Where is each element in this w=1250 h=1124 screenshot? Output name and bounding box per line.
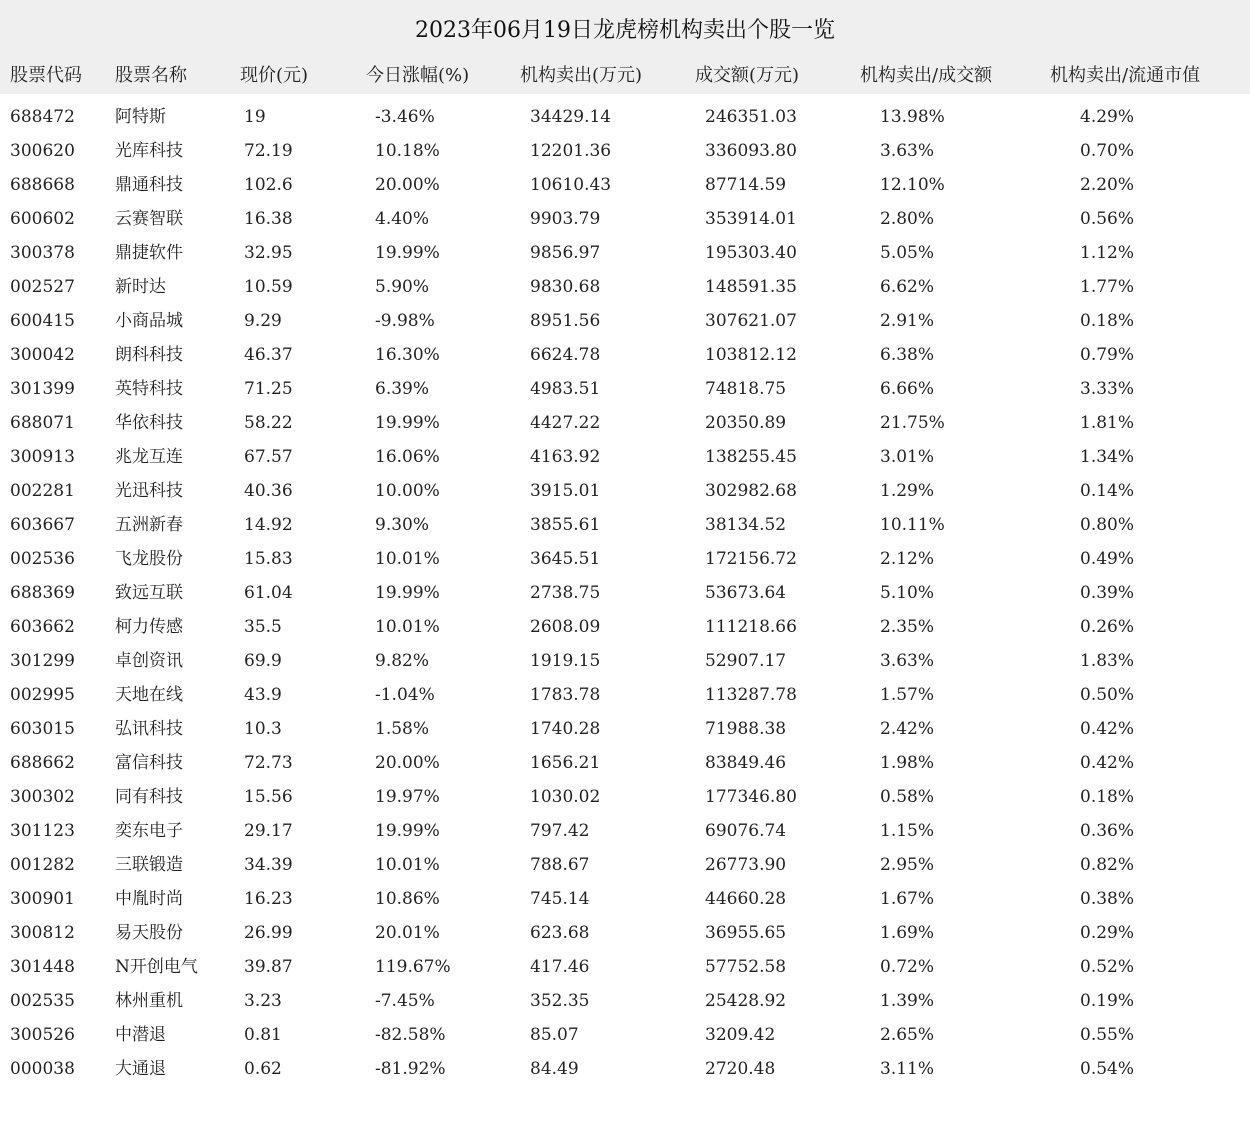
cell-price: 58.22 — [244, 413, 293, 433]
cell-stock-name: 天地在线 — [115, 685, 183, 705]
cell-price: 46.37 — [244, 345, 293, 365]
cell-change: 10.18% — [375, 141, 440, 161]
cell-stock-name: 光库科技 — [115, 141, 183, 161]
cell-stock-name: 英特科技 — [115, 379, 183, 399]
cell-change: 119.67% — [375, 957, 451, 977]
cell-stock-name: 鼎通科技 — [115, 175, 183, 195]
cell-sell-turnover-ratio: 3.01% — [880, 447, 935, 467]
cell-sell-turnover-ratio: 1.15% — [880, 821, 935, 841]
cell-change: -9.98% — [375, 311, 435, 331]
cell-change: 16.06% — [375, 447, 440, 467]
cell-stock-name: 阿特斯 — [115, 107, 166, 127]
cell-sell-turnover-ratio: 2.35% — [880, 617, 935, 637]
cell-price: 72.19 — [244, 141, 293, 161]
table-row — [0, 678, 1250, 712]
table-row — [0, 202, 1250, 236]
cell-turnover: 26773.90 — [705, 855, 787, 875]
cell-sell-turnover-ratio: 0.72% — [880, 957, 935, 977]
cell-stock-name: 林州重机 — [115, 991, 183, 1011]
cell-turnover: 71988.38 — [705, 719, 787, 739]
cell-price: 0.62 — [244, 1059, 282, 1079]
cell-change: -1.04% — [375, 685, 435, 705]
table-row — [0, 1052, 1250, 1086]
cell-sell-float-ratio: 0.49% — [1080, 549, 1135, 569]
cell-inst-sell: 12201.36 — [530, 141, 612, 161]
cell-change: 5.90% — [375, 277, 430, 297]
cell-price: 39.87 — [244, 957, 293, 977]
table-row — [0, 950, 1250, 984]
page-title: 2023年06月19日龙虎榜机构卖出个股一览 — [415, 18, 835, 43]
cell-change: 1.58% — [375, 719, 430, 739]
cell-price: 34.39 — [244, 855, 293, 875]
table-row — [0, 746, 1250, 780]
cell-stock-name: 富信科技 — [115, 753, 183, 773]
cell-price: 40.36 — [244, 481, 293, 501]
cell-inst-sell: 9856.97 — [530, 243, 601, 263]
column-header-price: 现价(元) — [240, 65, 309, 86]
cell-turnover: 246351.03 — [705, 107, 797, 127]
cell-stock-code: 688662 — [10, 753, 75, 773]
cell-inst-sell: 3915.01 — [530, 481, 601, 501]
cell-price: 35.5 — [244, 617, 282, 637]
cell-price: 10.3 — [244, 719, 282, 739]
table-row — [0, 848, 1250, 882]
cell-stock-name: 致远互联 — [115, 583, 183, 603]
cell-price: 15.56 — [244, 787, 293, 807]
cell-inst-sell: 1656.21 — [530, 753, 601, 773]
cell-sell-turnover-ratio: 1.98% — [880, 753, 935, 773]
cell-stock-name: 光迅科技 — [115, 481, 183, 501]
cell-inst-sell: 8951.56 — [530, 311, 601, 331]
cell-stock-name: 兆龙互连 — [115, 447, 183, 467]
cell-stock-name: N开创电气 — [115, 957, 198, 977]
cell-stock-code: 603667 — [10, 515, 75, 535]
cell-inst-sell: 4983.51 — [530, 379, 601, 399]
table-row — [0, 100, 1250, 134]
cell-turnover: 172156.72 — [705, 549, 797, 569]
table-row — [0, 406, 1250, 440]
cell-inst-sell: 84.49 — [530, 1059, 579, 1079]
cell-turnover: 336093.80 — [705, 141, 797, 161]
cell-inst-sell: 4427.22 — [530, 413, 601, 433]
cell-inst-sell: 797.42 — [530, 821, 590, 841]
cell-turnover: 38134.52 — [705, 515, 787, 535]
cell-turnover: 302982.68 — [705, 481, 797, 501]
cell-stock-code: 300042 — [10, 345, 75, 365]
cell-stock-name: 五洲新春 — [115, 515, 183, 535]
cell-sell-float-ratio: 0.55% — [1080, 1025, 1135, 1045]
cell-sell-float-ratio: 1.34% — [1080, 447, 1135, 467]
cell-stock-code: 600602 — [10, 209, 75, 229]
cell-sell-float-ratio: 0.42% — [1080, 719, 1135, 739]
cell-price: 14.92 — [244, 515, 293, 535]
cell-inst-sell: 1783.78 — [530, 685, 601, 705]
cell-stock-code: 300812 — [10, 923, 75, 943]
cell-turnover: 44660.28 — [705, 889, 787, 909]
cell-inst-sell: 34429.14 — [530, 107, 612, 127]
cell-stock-code: 001282 — [10, 855, 75, 875]
cell-change: -3.46% — [375, 107, 435, 127]
cell-stock-name: 易天股份 — [115, 923, 183, 943]
cell-price: 67.57 — [244, 447, 293, 467]
table-body — [0, 100, 1250, 1086]
column-header-sell-float-ratio: 机构卖出/流通市值 — [1050, 65, 1201, 86]
cell-stock-name: 三联锻造 — [115, 855, 183, 875]
cell-sell-turnover-ratio: 2.42% — [880, 719, 935, 739]
cell-stock-name: 朗科科技 — [115, 345, 183, 365]
cell-stock-name: 奕东电子 — [115, 821, 183, 841]
cell-stock-code: 301448 — [10, 957, 75, 977]
table-row — [0, 644, 1250, 678]
cell-inst-sell: 3645.51 — [530, 549, 601, 569]
cell-change: 10.00% — [375, 481, 440, 501]
cell-inst-sell: 4163.92 — [530, 447, 601, 467]
table-row — [0, 134, 1250, 168]
cell-price: 29.17 — [244, 821, 293, 841]
cell-stock-code: 301299 — [10, 651, 75, 671]
cell-sell-turnover-ratio: 1.39% — [880, 991, 935, 1011]
cell-sell-float-ratio: 1.12% — [1080, 243, 1135, 263]
cell-turnover: 113287.78 — [705, 685, 797, 705]
cell-inst-sell: 417.46 — [530, 957, 590, 977]
cell-turnover: 103812.12 — [705, 345, 797, 365]
cell-sell-float-ratio: 0.38% — [1080, 889, 1135, 909]
cell-sell-float-ratio: 0.42% — [1080, 753, 1135, 773]
cell-change: 10.01% — [375, 549, 440, 569]
cell-change: 19.99% — [375, 583, 440, 603]
cell-price: 26.99 — [244, 923, 293, 943]
cell-sell-turnover-ratio: 3.63% — [880, 651, 935, 671]
cell-change: 4.40% — [375, 209, 430, 229]
cell-inst-sell: 745.14 — [530, 889, 590, 909]
cell-turnover: 36955.65 — [705, 923, 787, 943]
cell-stock-code: 000038 — [10, 1059, 75, 1079]
cell-price: 3.23 — [244, 991, 282, 1011]
cell-sell-turnover-ratio: 3.11% — [880, 1059, 935, 1079]
cell-turnover: 52907.17 — [705, 651, 787, 671]
cell-sell-float-ratio: 1.77% — [1080, 277, 1135, 297]
cell-sell-turnover-ratio: 2.91% — [880, 311, 935, 331]
cell-stock-code: 300526 — [10, 1025, 75, 1045]
cell-sell-turnover-ratio: 21.75% — [880, 413, 945, 433]
cell-stock-code: 300901 — [10, 889, 75, 909]
table-row — [0, 270, 1250, 304]
cell-inst-sell: 9830.68 — [530, 277, 601, 297]
cell-stock-name: 小商品城 — [115, 311, 183, 331]
cell-stock-code: 600415 — [10, 311, 75, 331]
cell-change: 19.99% — [375, 413, 440, 433]
cell-change: 9.30% — [375, 515, 430, 535]
cell-sell-float-ratio: 0.36% — [1080, 821, 1135, 841]
cell-inst-sell: 788.67 — [530, 855, 590, 875]
table-row — [0, 168, 1250, 202]
cell-turnover: 177346.80 — [705, 787, 797, 807]
cell-inst-sell: 9903.79 — [530, 209, 601, 229]
table-row — [0, 542, 1250, 576]
table-row — [0, 984, 1250, 1018]
cell-turnover: 138255.45 — [705, 447, 797, 467]
cell-inst-sell: 1919.15 — [530, 651, 601, 671]
cell-turnover: 111218.66 — [705, 617, 797, 637]
cell-stock-code: 688472 — [10, 107, 75, 127]
cell-sell-turnover-ratio: 3.63% — [880, 141, 935, 161]
cell-sell-turnover-ratio: 12.10% — [880, 175, 945, 195]
column-header-turnover: 成交额(万元) — [695, 65, 800, 86]
cell-sell-turnover-ratio: 0.58% — [880, 787, 935, 807]
cell-turnover: 2720.48 — [705, 1059, 776, 1079]
cell-inst-sell: 6624.78 — [530, 345, 601, 365]
cell-stock-name: 鼎捷软件 — [115, 243, 183, 263]
cell-stock-name: 柯力传感 — [115, 617, 183, 637]
cell-stock-code: 688369 — [10, 583, 75, 603]
table-row — [0, 916, 1250, 950]
cell-price: 32.95 — [244, 243, 293, 263]
table-row — [0, 236, 1250, 270]
cell-sell-float-ratio: 0.52% — [1080, 957, 1135, 977]
cell-sell-float-ratio: 2.20% — [1080, 175, 1135, 195]
cell-price: 19 — [244, 107, 266, 127]
cell-change: 20.00% — [375, 753, 440, 773]
cell-inst-sell: 2608.09 — [530, 617, 601, 637]
cell-sell-float-ratio: 0.70% — [1080, 141, 1135, 161]
cell-price: 9.29 — [244, 311, 282, 331]
cell-sell-float-ratio: 0.14% — [1080, 481, 1135, 501]
cell-sell-turnover-ratio: 6.38% — [880, 345, 935, 365]
cell-inst-sell: 623.68 — [530, 923, 590, 943]
cell-stock-name: 弘讯科技 — [115, 719, 183, 739]
cell-turnover: 87714.59 — [705, 175, 787, 195]
cell-change: 6.39% — [375, 379, 430, 399]
cell-turnover: 148591.35 — [705, 277, 797, 297]
cell-price: 71.25 — [244, 379, 293, 399]
cell-stock-code: 301123 — [10, 821, 75, 841]
cell-sell-turnover-ratio: 2.95% — [880, 855, 935, 875]
cell-turnover: 20350.89 — [705, 413, 787, 433]
table-row — [0, 508, 1250, 542]
cell-inst-sell: 85.07 — [530, 1025, 579, 1045]
cell-inst-sell: 2738.75 — [530, 583, 601, 603]
cell-sell-turnover-ratio: 1.57% — [880, 685, 935, 705]
cell-change: 10.86% — [375, 889, 440, 909]
cell-stock-code: 002536 — [10, 549, 75, 569]
cell-stock-code: 603015 — [10, 719, 75, 739]
cell-stock-name: 中潜退 — [115, 1025, 166, 1045]
cell-sell-turnover-ratio: 2.65% — [880, 1025, 935, 1045]
cell-sell-turnover-ratio: 1.29% — [880, 481, 935, 501]
cell-stock-code: 603662 — [10, 617, 75, 637]
cell-change: 10.01% — [375, 617, 440, 637]
cell-change: 20.01% — [375, 923, 440, 943]
cell-sell-float-ratio: 4.29% — [1080, 107, 1135, 127]
table-row — [0, 576, 1250, 610]
cell-stock-name: 大通退 — [115, 1059, 166, 1079]
table-row — [0, 882, 1250, 916]
cell-sell-float-ratio: 0.54% — [1080, 1059, 1135, 1079]
cell-sell-turnover-ratio: 5.05% — [880, 243, 935, 263]
cell-sell-turnover-ratio: 13.98% — [880, 107, 945, 127]
cell-sell-turnover-ratio: 6.66% — [880, 379, 935, 399]
cell-price: 16.38 — [244, 209, 293, 229]
cell-stock-code: 002281 — [10, 481, 75, 501]
cell-turnover: 69076.74 — [705, 821, 787, 841]
cell-price: 43.9 — [244, 685, 282, 705]
cell-sell-float-ratio: 0.80% — [1080, 515, 1135, 535]
cell-stock-code: 300913 — [10, 447, 75, 467]
cell-stock-name: 新时达 — [115, 277, 166, 297]
cell-stock-name: 云赛智联 — [115, 209, 183, 229]
cell-turnover: 307621.07 — [705, 311, 797, 331]
cell-stock-code: 002995 — [10, 685, 75, 705]
table-row — [0, 1018, 1250, 1052]
table-row — [0, 304, 1250, 338]
table-row — [0, 474, 1250, 508]
cell-stock-name: 华依科技 — [115, 413, 183, 433]
cell-turnover: 25428.92 — [705, 991, 787, 1011]
cell-price: 61.04 — [244, 583, 293, 603]
cell-stock-code: 002535 — [10, 991, 75, 1011]
cell-stock-name: 卓创资讯 — [115, 651, 183, 671]
cell-turnover: 57752.58 — [705, 957, 787, 977]
cell-stock-code: 688071 — [10, 413, 75, 433]
cell-turnover: 83849.46 — [705, 753, 787, 773]
cell-sell-turnover-ratio: 10.11% — [880, 515, 945, 535]
cell-price: 10.59 — [244, 277, 293, 297]
cell-change: -82.58% — [375, 1025, 446, 1045]
cell-sell-float-ratio: 0.29% — [1080, 923, 1135, 943]
cell-price: 16.23 — [244, 889, 293, 909]
cell-turnover: 353914.01 — [705, 209, 797, 229]
cell-stock-code: 300620 — [10, 141, 75, 161]
table-row — [0, 440, 1250, 474]
cell-inst-sell: 1740.28 — [530, 719, 601, 739]
cell-stock-code: 002527 — [10, 277, 75, 297]
cell-stock-code: 300378 — [10, 243, 75, 263]
cell-sell-turnover-ratio: 5.10% — [880, 583, 935, 603]
cell-price: 102.6 — [244, 175, 293, 195]
cell-sell-turnover-ratio: 6.62% — [880, 277, 935, 297]
cell-sell-float-ratio: 0.19% — [1080, 991, 1135, 1011]
column-header-name: 股票名称 — [115, 65, 187, 86]
cell-sell-float-ratio: 0.56% — [1080, 209, 1135, 229]
cell-stock-name: 飞龙股份 — [115, 549, 183, 569]
cell-stock-name: 中胤时尚 — [115, 889, 183, 909]
cell-sell-float-ratio: 1.83% — [1080, 651, 1135, 671]
cell-sell-float-ratio: 0.18% — [1080, 311, 1135, 331]
cell-change: 10.01% — [375, 855, 440, 875]
cell-sell-float-ratio: 0.39% — [1080, 583, 1135, 603]
cell-stock-code: 688668 — [10, 175, 75, 195]
cell-sell-float-ratio: 3.33% — [1080, 379, 1135, 399]
column-header-sell-turnover-ratio: 机构卖出/成交额 — [860, 65, 993, 86]
cell-change: 9.82% — [375, 651, 430, 671]
cell-turnover: 53673.64 — [705, 583, 787, 603]
column-header-change: 今日涨幅(%) — [366, 65, 470, 86]
cell-turnover: 74818.75 — [705, 379, 787, 399]
table-row — [0, 338, 1250, 372]
cell-stock-code: 301399 — [10, 379, 75, 399]
cell-change: -7.45% — [375, 991, 435, 1011]
cell-change: 19.99% — [375, 821, 440, 841]
table-row — [0, 372, 1250, 406]
cell-sell-turnover-ratio: 2.12% — [880, 549, 935, 569]
cell-sell-turnover-ratio: 1.67% — [880, 889, 935, 909]
table-row — [0, 610, 1250, 644]
cell-sell-float-ratio: 0.82% — [1080, 855, 1135, 875]
cell-stock-code: 300302 — [10, 787, 75, 807]
column-header-code: 股票代码 — [10, 65, 82, 86]
cell-stock-name: 同有科技 — [115, 787, 183, 807]
cell-change: 16.30% — [375, 345, 440, 365]
cell-inst-sell: 3855.61 — [530, 515, 601, 535]
cell-price: 69.9 — [244, 651, 282, 671]
table-row — [0, 712, 1250, 746]
cell-inst-sell: 10610.43 — [530, 175, 612, 195]
cell-change: 19.99% — [375, 243, 440, 263]
table-row — [0, 814, 1250, 848]
cell-price: 15.83 — [244, 549, 293, 569]
cell-change: -81.92% — [375, 1059, 446, 1079]
cell-sell-float-ratio: 1.81% — [1080, 413, 1135, 433]
table-row — [0, 780, 1250, 814]
cell-turnover: 195303.40 — [705, 243, 797, 263]
cell-change: 20.00% — [375, 175, 440, 195]
cell-inst-sell: 352.35 — [530, 991, 590, 1011]
cell-sell-turnover-ratio: 1.69% — [880, 923, 935, 943]
cell-inst-sell: 1030.02 — [530, 787, 601, 807]
cell-price: 72.73 — [244, 753, 293, 773]
cell-sell-float-ratio: 0.79% — [1080, 345, 1135, 365]
cell-sell-float-ratio: 0.26% — [1080, 617, 1135, 637]
cell-price: 0.81 — [244, 1025, 282, 1045]
cell-sell-turnover-ratio: 2.80% — [880, 209, 935, 229]
cell-sell-float-ratio: 0.50% — [1080, 685, 1135, 705]
cell-sell-float-ratio: 0.18% — [1080, 787, 1135, 807]
column-header-inst-sell: 机构卖出(万元) — [520, 65, 643, 86]
cell-turnover: 3209.42 — [705, 1025, 776, 1045]
cell-change: 19.97% — [375, 787, 440, 807]
